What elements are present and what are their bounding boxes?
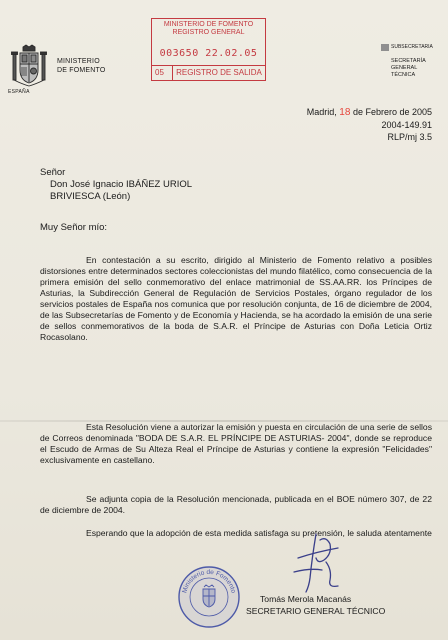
letter-date	[307, 106, 432, 119]
stamp-registry: REGISTRO GENERAL	[172, 29, 245, 36]
reference-number: 2004-149.91	[381, 120, 432, 130]
date-day: 18	[339, 107, 351, 118]
handwritten-signature	[286, 528, 358, 598]
crest-caption: ESPAÑA	[8, 89, 30, 95]
ministry-seal	[177, 565, 241, 629]
recipient-name: Don José Ignacio IBÁÑEZ URIOL	[50, 179, 193, 190]
seal-text: Ministerio de Fomento	[181, 568, 237, 594]
stamp-number: 003650 22.02.05	[159, 48, 258, 59]
ministry-line-1: MINISTERIO	[57, 58, 100, 65]
recipient-city: BRIVIESCA (León)	[50, 191, 131, 202]
body-paragraph-3: Se adjunta copia de la Resolución mencionada, publicada en el BOE número 307, de 22 de diciembre de 2004.	[40, 494, 432, 515]
subsecretaria-label: SUBSECRETARIA	[391, 44, 433, 50]
date-month-year: de Febrero de 2005	[352, 107, 432, 117]
date-reference-block	[307, 106, 432, 143]
signer-name: Tomás Merola Macanás	[260, 594, 352, 604]
registry-exit-stamp	[151, 18, 266, 81]
body-paragraph-1: En contestación a su escrito, dirigido al Ministerio de Fomento relativo a posibles distorsiones entre determinados sectores coleccionistas del mundo filatélico, como consecuencia de la primera emisión del sello conmemorativo del enlace matrimonial de SS.AA.RR. los Príncipes de Asturias, la Subdirección General de Regulación de Servicios Postales, órgano regulador de los servicios postales de España nos comunica que por resolución conjunta, de 16 de diciembre de 2004, de las Subsecretarías de Fomento y de Economía y Hacienda, se ha acordado la emisión de una serie de sellos conmemorativos de la boda de S.A.R. el Príncipe de Asturias con Doña Leticia Ortiz Rocasolano.	[40, 255, 432, 342]
stamp-office-code: 05	[155, 68, 164, 77]
stamp-bottom-row	[152, 65, 265, 81]
reference-code: RLP/mj 3.5	[387, 132, 432, 142]
salutation: Muy Señor mío:	[40, 222, 108, 233]
recipient-title: Señor	[40, 167, 66, 178]
recipient-address	[40, 167, 193, 202]
signer-block	[246, 593, 385, 617]
body-paragraph-2: Esta Resolución viene a autorizar la emisión y puesta en circulación de una serie de sellos de Correos denominada "BODA DE S.A.R. EL PRÍNCIPE DE ASTURIAS- 2004", donde se reproduce el Escudo de Armas de Su Alteza Real el Príncipe de Asturias y contiene la expresión "Felicidades" exclusivamente en castellano.	[40, 422, 432, 465]
secretaria-line-2: TÉCNICA	[391, 72, 416, 78]
signer-position: SECRETARIO GENERAL TÉCNICO	[246, 606, 386, 616]
body-paragraph-4: Esperando que la adopción de esta medida satisfaga su pretensión, le saluda atentamente	[86, 528, 432, 538]
date-city: Madrid,	[306, 107, 340, 117]
ministry-name	[57, 57, 106, 75]
stamp-label: REGISTRO DE SALIDA	[172, 66, 265, 81]
stamp-ministry: MINISTERIO DE FOMENTO	[163, 21, 254, 28]
header-grey-block	[381, 44, 389, 51]
secretaria-line-1: SECRETARÍA GENERAL	[391, 58, 426, 71]
secretaria-general-label	[391, 58, 448, 79]
coat-of-arms-icon	[10, 44, 48, 88]
ministry-line-2: DE FOMENTO	[57, 67, 106, 74]
